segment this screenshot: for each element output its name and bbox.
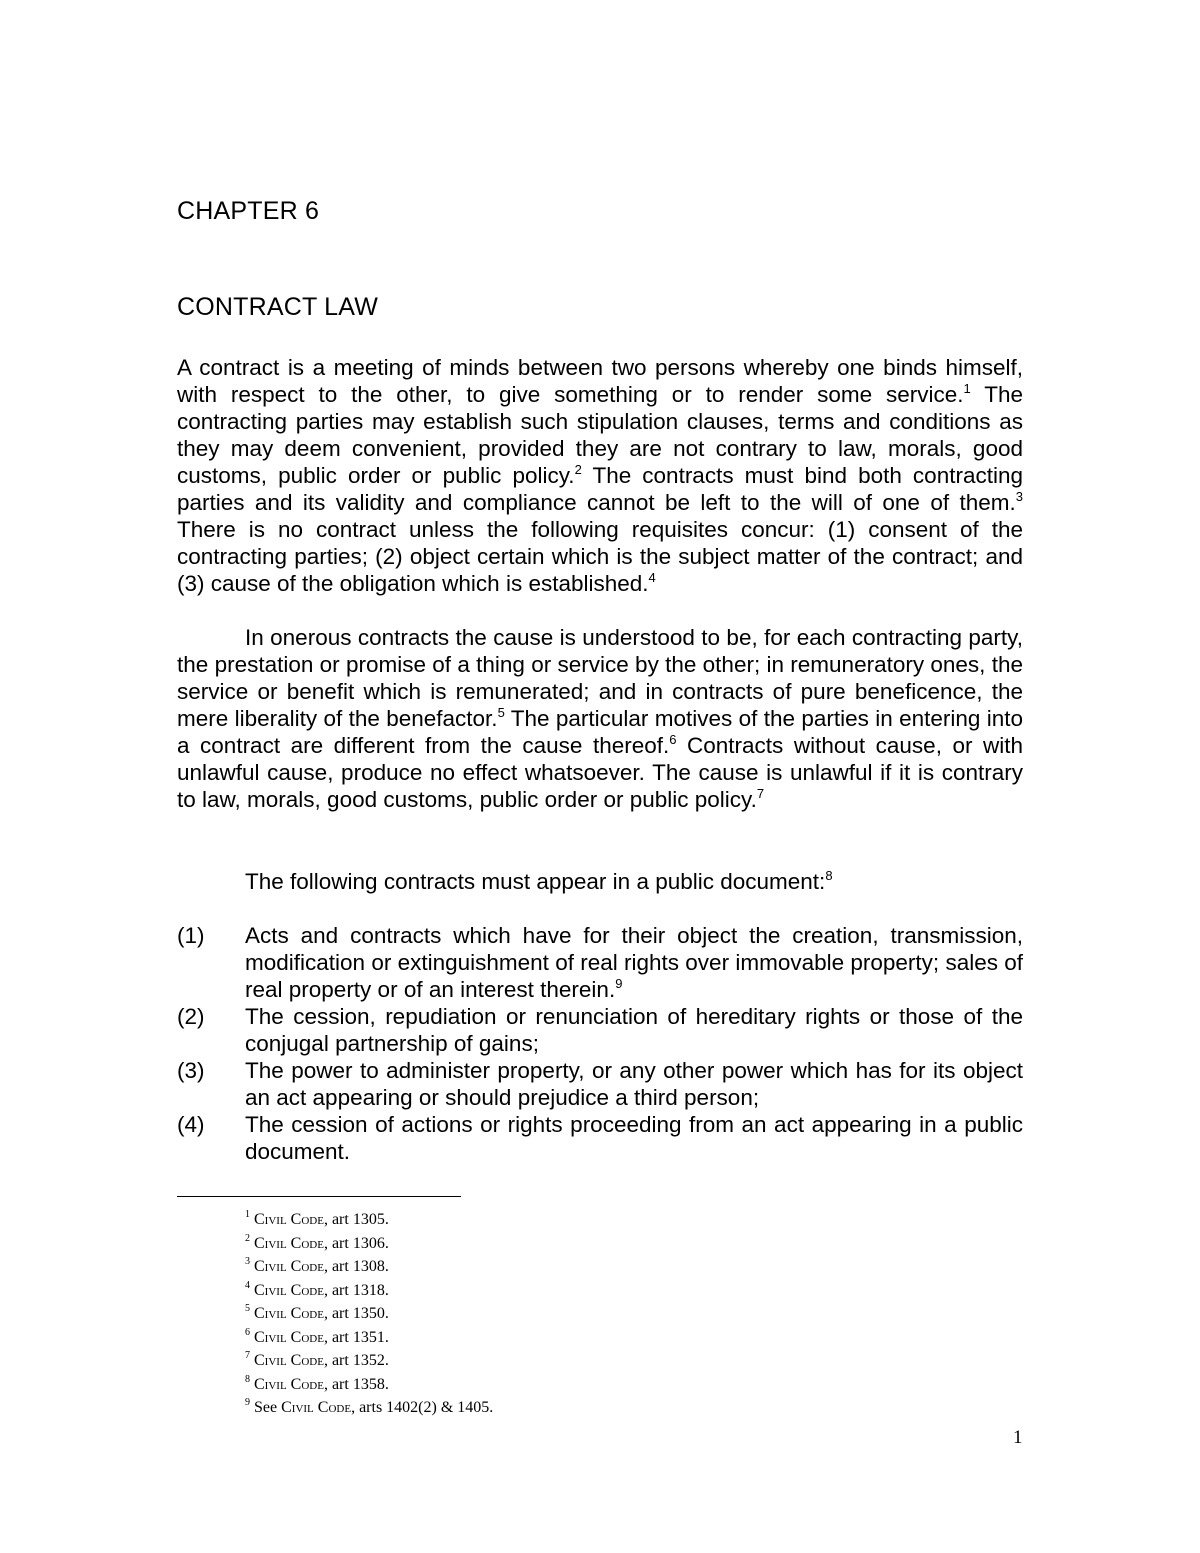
list-item-text: The cession of actions or rights proceeding from an act appearing in a public document. (245, 1112, 1023, 1164)
footnote-ref[interactable]: 2 (574, 462, 582, 477)
footnote-cite: , art 1350. (323, 1305, 389, 1322)
chapter-label: CHAPTER 6 (177, 197, 320, 225)
footnote-source: Civil Code (254, 1234, 324, 1252)
footnote-number: 8 (245, 1373, 250, 1385)
list-item-text-body: Acts and contracts which have for their object the creation, transmission, modification or extinguishment of real rights over immovable property; sales of real property or of an interest therein. (245, 923, 1023, 1002)
footnote (245, 1232, 493, 1256)
footnote-separator (177, 1196, 461, 1197)
contracts-list (177, 922, 1023, 1165)
footnote-number: 6 (245, 1326, 250, 1338)
paragraph-definition (177, 354, 1023, 597)
footnote-ref[interactable]: 5 (497, 705, 505, 720)
paragraph-cause (177, 624, 1023, 813)
list-item (177, 1057, 1023, 1111)
footnote-number: 4 (245, 1279, 250, 1291)
footnote-ref[interactable]: 7 (756, 786, 765, 801)
footnote-ref[interactable]: 4 (648, 570, 656, 585)
page-number: 1 (1013, 1427, 1023, 1448)
footnote-ref[interactable]: 1 (963, 381, 971, 396)
footnote-source: Civil Code (254, 1352, 324, 1369)
footnote-cite: , art 1306. (323, 1234, 389, 1252)
text-segment: There is no contract unless the following requisites concur: (1) consent of the contracting parties; (2) object certain which is the subject matter of the contract; and (3) cause of the obligation which is established. (177, 517, 1023, 596)
footnotes-list (245, 1208, 493, 1420)
list-item-number: (4) (177, 1112, 205, 1137)
text-segment: The contracts must bind both contracting parties and its validity and compliance cannot be left to the will of one of them. (177, 463, 1023, 515)
text-segment: The contracting parties may establish such stipulation clauses, terms and conditions as they may deem convenient, provided they are not contrary to law, morals, good customs, public order or public policy. (177, 382, 1023, 488)
list-item (177, 1003, 1023, 1057)
footnote (245, 1396, 493, 1420)
footnote-cite: , art 1352. (323, 1352, 389, 1369)
footnote-source: Civil Code (254, 1375, 324, 1393)
footnote (245, 1373, 493, 1397)
footnote-ref[interactable]: 6 (669, 732, 677, 747)
footnote-ref[interactable]: 3 (1015, 489, 1023, 504)
footnote (245, 1279, 493, 1303)
footnote-ref[interactable]: 9 (615, 976, 623, 991)
footnote-prefix: See (254, 1399, 282, 1416)
list-item-number: (3) (177, 1058, 205, 1083)
list-item-text: The cession, repudiation or renunciation of hereditary rights or those of the conjugal partnership of gains; (245, 1004, 1023, 1056)
list-item-number: (2) (177, 1004, 205, 1029)
list-item (177, 922, 1023, 1003)
list-item (177, 1111, 1023, 1165)
footnote (245, 1208, 493, 1232)
footnote-number: 2 (245, 1232, 250, 1244)
text-segment: In onerous contracts the cause is understood to be, for each contracting party, the prestation or promise of a thing or service by the other; in remuneratory ones, the service or benefit which is remunerated; and in contracts of pure beneficence, the mere liberality of the benefactor. (177, 625, 1023, 731)
footnote-cite: , arts 1402(2) & 1405. (351, 1399, 494, 1416)
footnote-source: Civil Code (281, 1399, 352, 1416)
footnote-cite: , art 1318. (323, 1281, 389, 1299)
footnote-number: 7 (245, 1350, 250, 1361)
footnote-source: Civil Code (254, 1211, 324, 1228)
footnote-source: Civil Code (254, 1305, 324, 1322)
footnote-cite: , art 1308. (323, 1258, 389, 1275)
footnote (245, 1302, 493, 1326)
text-segment: The following contracts must appear in a public document: (245, 869, 826, 894)
footnote-cite: , art 1358. (323, 1375, 389, 1393)
list-item-number: (1) (177, 923, 205, 948)
footnote (245, 1255, 493, 1279)
footnote-cite: , art 1305. (323, 1211, 389, 1228)
footnote-source: Civil Code (254, 1258, 324, 1275)
footnote-source: Civil Code (254, 1328, 324, 1346)
paragraph-public-document (245, 868, 1023, 895)
text-segment: Contracts without cause, or with unlawful cause, produce no effect whatsoever. The cause is unlawful if it is contrary to law, morals, good customs, public order or public policy. (177, 733, 1024, 812)
footnote-cite: , art 1351. (323, 1328, 389, 1346)
footnote-number: 1 (245, 1209, 250, 1220)
footnote-number: 9 (245, 1397, 250, 1408)
footnote-ref[interactable]: 8 (825, 868, 833, 883)
text-segment: A contract is a meeting of minds between two persons whereby one binds himself, with respect to the other, to give something or to render some service. (177, 355, 1023, 407)
footnote-number: 5 (245, 1303, 250, 1314)
list-item-text (245, 922, 1023, 1003)
footnote (245, 1326, 493, 1350)
chapter-title: CONTRACT LAW (177, 293, 379, 321)
footnote-number: 3 (245, 1256, 250, 1267)
footnote-source: Civil Code (254, 1281, 324, 1299)
text-segment: The particular motives of the parties in entering into a contract are different from the cause thereof. (177, 706, 1023, 758)
list-item-text: The power to administer property, or any other power which has for its object an act appearing or should prejudice a third person; (245, 1058, 1023, 1110)
footnote (245, 1349, 493, 1373)
